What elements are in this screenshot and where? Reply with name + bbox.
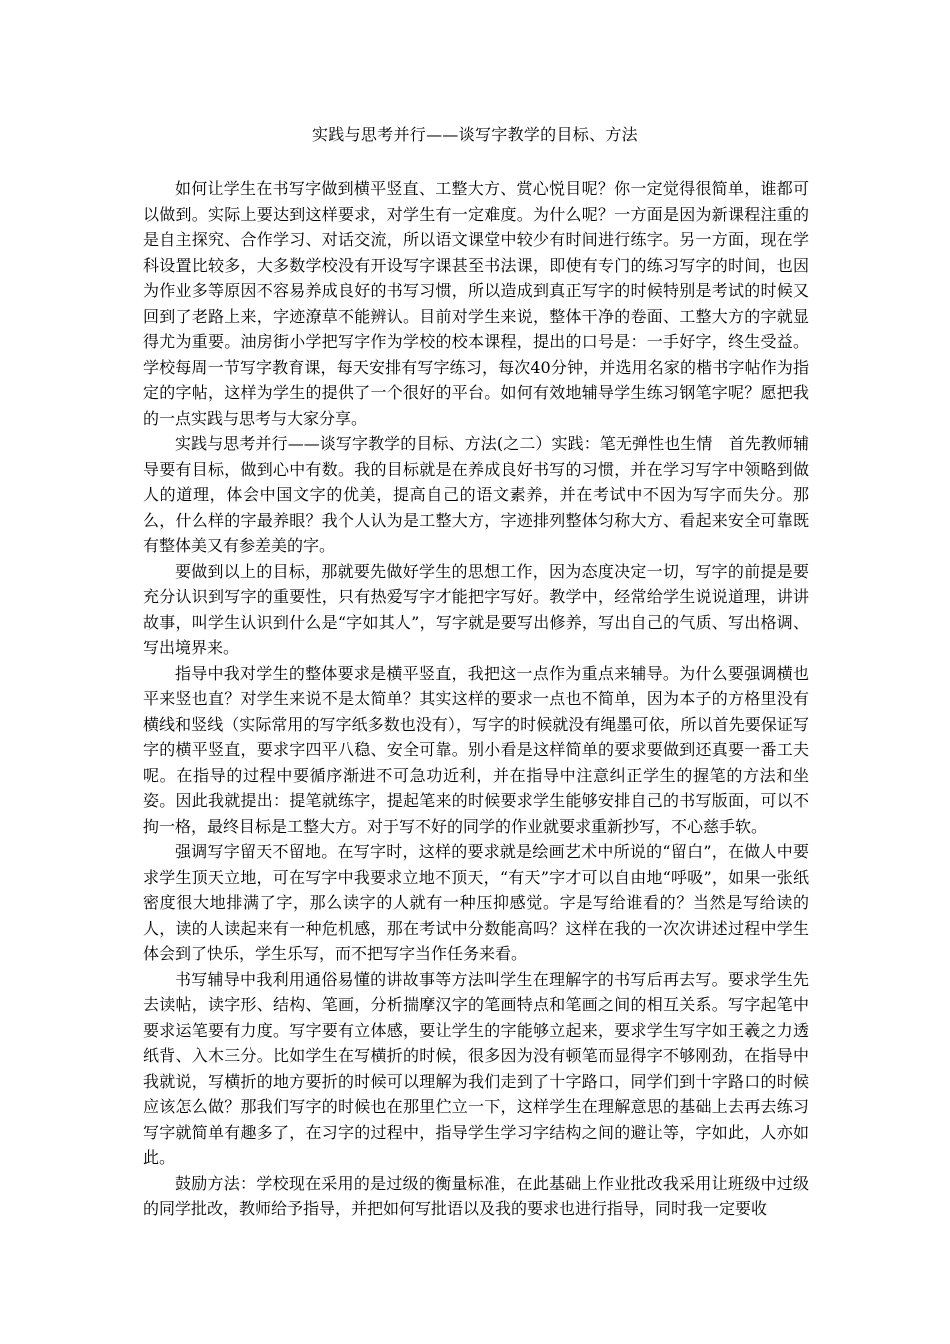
paragraph-6: 书写辅导中我利用通俗易懂的讲故事等方法叫学生在理解字的书写后再去写。要求学生先去读帖，读字形、结构、笔画，分析揣摩汉字的笔画特点和笔画之间的相互关系。写字起笔中要求运笔要有力度。写字要有立体感，要让学生的字能够立起来，要求学生写字如王羲之力透纸背、入木三分。比如学生在写横折的时候，很多因为没有顿笔而显得字不够刚劲，在指导中我就说，写横折的地方要折的时候可以理解为我们走到了十字路口，同学们到十字路口的时候应该怎么做？那我们写字的时候也在那里伫立一下，这样学生在理解意思的基础上去再去练习写字就简单有趣多了，在习字的过程中，指导学生学习字结构之间的避让等，字如此，人亦如此。 <box>143 969 809 1167</box>
paragraph-3: 要做到以上的目标，那就要先做好学生的思想工作，因为态度决定一切，写字的前提是要充分认识到写字的重要性，只有热爱写字才能把字写好。教学中，经常给学生说说道理，讲讲故事，叫学生认识到什么是“字如其人”，写字就是要写出修养，写出自己的气质、写出格调、写出境界来。 <box>143 561 809 657</box>
document-body <box>143 176 809 1222</box>
paragraph-4: 指导中我对学生的整体要求是横平竖直，我把这一点作为重点来辅导。为什么要强调横也平来竖也直？对学生来说不是太简单？其实这样的要求一点也不简单，因为本子的方格里没有横线和竖线（实际常用的写字纸多数也没有），写字的时候就没有绳墨可依，所以首先要保证写字的横平竖直，要求字四平八稳、安全可靠。别小看是这样简单的要求要做到还真要一番工夫呢。在指导的过程中要循序渐进不可急功近利，并在指导中注意纠正学生的握笔的方法和坐姿。因此我就提出：提笔就练字，提起笔来的时候要求学生能够安排自己的书写版面，可以不拘一格，最终目标是工整大方。对于写不好的同学的作业就要求重新抄写，不心慈手软。 <box>143 663 809 836</box>
paragraph-7: 鼓励方法：学校现在采用的是过级的衡量标准，在此基础上作业批改我采用让班级中过级的同学批改，教师给予指导，并把如何写批语以及我的要求也进行指导，同时我一定要收 <box>143 1173 809 1218</box>
document-title: 实践与思考并行——谈写字教学的目标、方法 <box>311 125 638 144</box>
paragraph-1: 如何让学生在书写字做到横平竖直、工整大方、赏心悦目呢？你一定觉得很简单，谁都可以做到。实际上要达到这样要求，对学生有一定难度。为什么呢？一方面是因为新课程注重的是自主探究、合作学习、对话交流，所以语文课堂中较少有时间进行练字。另一方面，现在学科设置比较多，大多数学校没有开设写字课甚至书法课，即使有专门的练习写字的时间，也因为作业多等原因不容易养成良好的书写习惯，所以造成到真正写字的时候特别是考试的时候又回到了老路上来，字迹潦草不能辨认。目前对学生来说，整体干净的卷面、工整大方的字就显得尤为重要。油房街小学把写字作为学校的校本课程，提出的口号是：一手好字，终生受益。学校每周一节写字教育课，每天安排有写字练习，每次40分钟，并选用名家的楷书字帖作为指定的字帖，这样为学生的提供了一个很好的平台。如何有效地辅导学生练习钢笔字呢？愿把我的一点实践与思考与大家分享。 <box>143 179 809 428</box>
paragraph-5: 强调写字留天不留地。在写字时，这样的要求就是绘画艺术中所说的“留白”，在做人中要求学生顶天立地，可在写字中我要求立地不顶天，“有天”字才可以自由地“呼吸”，如果一张纸密度很大地排满了字，那么读字的人就有一种压抑感觉。字是写给谁看的？当然是写给读的人，读的人读起来有一种危机感，那在考试中分数能高吗？这样在我的一次次讲述过程中学生体会到了快乐，学生乐写，而不把写字当作任务来看。 <box>143 842 809 963</box>
paragraph-2: 实践与思考并行——谈写字教学的目标、方法(之二）实践：笔无弹性也生情 首先教师辅导要有目标，做到心中有数。我的目标就是在养成良好书写的习惯，并在学习写字中领略到做人的道理，体会中国文字的优美，提高自己的语文素养，并在考试中不因为写字而失分。那么，什么样的字最养眼？我个人认为是工整大方，字迹排列整体匀称大方、看起来安全可靠既有整体美又有参差美的字。 <box>143 434 809 555</box>
